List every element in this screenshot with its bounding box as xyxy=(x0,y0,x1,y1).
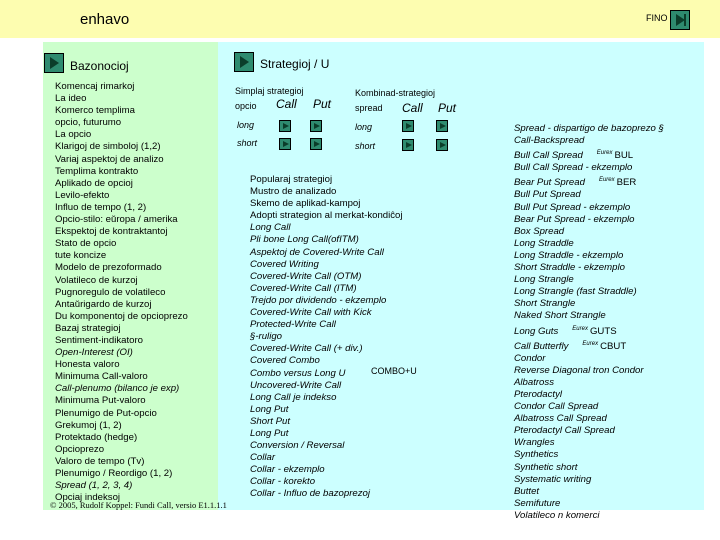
end-bar-icon xyxy=(684,14,686,26)
long-put-spread-button[interactable] xyxy=(436,120,448,132)
list-item[interactable]: Synthetic short xyxy=(514,461,578,473)
list-item[interactable]: Condor xyxy=(514,352,546,364)
list-item[interactable]: Spread - dispartigo de bazoprezo § xyxy=(514,123,664,134)
eurex-code: BUL xyxy=(614,150,634,162)
list-item[interactable]: Grekumoj (1, 2) xyxy=(55,419,122,431)
combined-strategies-header: Kombinad-strategioj xyxy=(355,88,436,98)
list-item[interactable]: Long Call je indekso xyxy=(250,391,337,403)
long-put-button[interactable] xyxy=(310,120,322,132)
list-item[interactable]: Bear Put Spread - ekzemplo xyxy=(514,213,635,225)
list-item[interactable]: Opcio-stilo: eŭropa / amerika xyxy=(55,214,178,226)
list-item[interactable]: Combo versus Long U xyxy=(250,367,346,379)
list-item[interactable]: Opciaj indeksoj xyxy=(55,492,121,504)
play-icon xyxy=(406,142,412,148)
app-title: enhavo xyxy=(80,11,130,28)
list-item[interactable]: Albatross xyxy=(514,376,554,388)
list-item[interactable]: Modelo de prezoformado xyxy=(55,262,162,274)
list-item[interactable]: Valoro de tempo (Tv) xyxy=(55,455,145,467)
list-item[interactable]: Short Put xyxy=(250,415,290,427)
list-item[interactable]: Wrangles xyxy=(514,437,555,449)
list-item[interactable]: Bull Put Spread - ekzemplo xyxy=(514,201,631,213)
list-item[interactable]: Popularaj strategioj xyxy=(250,174,333,185)
list-item[interactable]: Minimuma Put-valoro xyxy=(55,395,146,407)
list-item[interactable]: Long Put xyxy=(250,427,289,439)
list-item[interactable]: Box Spread xyxy=(514,225,565,237)
list-item[interactable]: Pli bone Long Call(ofITM) xyxy=(250,234,359,246)
play-icon xyxy=(50,57,59,69)
play-icon xyxy=(440,123,446,129)
list-item[interactable]: Aspektoj de Covered-Write Call xyxy=(250,246,384,258)
list-item[interactable]: Covered Combo xyxy=(250,355,320,367)
list-item[interactable]: Influo de tempo (1, 2) xyxy=(55,201,147,213)
list-item[interactable]: Long Straddle xyxy=(514,237,574,249)
list-item[interactable]: Bull Put Spread xyxy=(514,189,581,201)
list-item[interactable]: Sentiment-indikatoro xyxy=(55,334,143,346)
list-item[interactable]: Aplikado de opcioj xyxy=(55,177,133,189)
long-call-spread-button[interactable] xyxy=(402,120,414,132)
play-icon xyxy=(440,142,446,148)
basics-nav-button[interactable] xyxy=(44,53,64,73)
list-item[interactable]: Collar xyxy=(250,452,276,464)
list-item[interactable]: Collar - korekto xyxy=(250,476,316,488)
list-item[interactable]: Protected-Write Call xyxy=(250,319,336,331)
go-to-end-button[interactable] xyxy=(670,10,690,30)
list-item[interactable]: Adopti strategion al merkat-kondiĉoj xyxy=(250,210,403,222)
short-call-button[interactable] xyxy=(279,138,291,150)
list-item[interactable]: Collar - ekzemplo xyxy=(250,464,325,476)
eurex-code: CBUT xyxy=(600,340,627,352)
eurex-code: GUTS xyxy=(589,325,617,337)
list-item[interactable]: Semifuture xyxy=(514,497,561,509)
short-put-spread-button[interactable] xyxy=(436,139,448,151)
list-item[interactable]: Antaŭrigardo de kurzoj xyxy=(55,298,152,310)
strategies-title: Strategioj / U xyxy=(260,57,330,71)
play-icon xyxy=(314,141,320,147)
basics-list xyxy=(55,81,188,504)
short-put-button[interactable] xyxy=(310,138,322,150)
list-item[interactable]: Covered-Write Call with Kick xyxy=(250,307,372,319)
list-item[interactable]: Long Guts $^{Eurex}$ GUTS xyxy=(514,325,617,337)
list-item[interactable]: Pterodactyl Call Spread xyxy=(514,425,615,437)
list-item[interactable]: Conversion / Reversal xyxy=(250,440,345,452)
list-item[interactable]: tute koncize xyxy=(55,250,107,262)
list-item[interactable]: Ekspektoj de kontraktantoj xyxy=(55,226,168,238)
play-icon xyxy=(283,123,289,129)
list-item[interactable]: Volatileco n komerci xyxy=(514,509,600,521)
list-item[interactable]: Volatileco de kurzoj xyxy=(55,274,138,286)
combined-put-header: Put xyxy=(438,101,457,115)
list-item[interactable]: Buttet xyxy=(514,485,540,497)
list-item[interactable]: opcio, futurumo xyxy=(55,117,122,129)
list-item[interactable]: Short Strangle xyxy=(514,298,576,310)
list-item[interactable]: Komerco templima xyxy=(55,105,135,117)
eurex-tag: Eurex xyxy=(582,340,599,347)
list-item[interactable]: Komencaj rimarkoj xyxy=(55,81,135,92)
simple-short-label: short xyxy=(237,138,258,148)
eurex-code: BER xyxy=(616,177,637,189)
list-item[interactable]: Short Straddle - ekzemplo xyxy=(514,262,625,274)
simple-strategies-header: Simplaj strategioj xyxy=(235,86,304,96)
copyright-note: © 2005, Rudolf Koppel: Fundi Call, versio E1.1.1.1 xyxy=(50,500,227,510)
list-item[interactable]: Klarigoj de simboloj (1,2) xyxy=(55,141,161,153)
spread-label: spread xyxy=(355,103,383,113)
list-item[interactable]: Open-Interest (OI) xyxy=(55,347,133,359)
list-item[interactable]: Pterodactyl xyxy=(514,388,562,400)
list-item[interactable]: Naked Short Strangle xyxy=(514,310,606,322)
list-item[interactable]: Plenumigo de Put-opcio xyxy=(55,407,157,419)
list-item[interactable]: Templima kontrakto xyxy=(55,165,139,177)
combined-call-header: Call xyxy=(402,101,423,115)
list-item[interactable]: Call Butterfly $^{Eurex}$ CBUT xyxy=(514,340,627,352)
list-item[interactable]: Du komponentoj de opcioprezo xyxy=(55,310,188,322)
list-item[interactable]: Trejdo por dividendo - ekzemplo xyxy=(250,294,387,306)
eurex-tag: Eurex xyxy=(572,325,588,332)
list-item[interactable]: Levilo-efekto xyxy=(55,189,110,201)
simple-long-label: long xyxy=(237,120,255,130)
combined-short-label: short xyxy=(355,141,376,151)
list-item[interactable]: Spread (1, 2, 3, 4) xyxy=(55,480,133,492)
list-item[interactable]: Covered-Write Call (+ div.) xyxy=(250,343,363,355)
strategies-nav-button[interactable] xyxy=(234,52,254,72)
eurex-tag: Eurex xyxy=(598,177,615,184)
list-item[interactable]: Call-plenumo (bilanco je exp) xyxy=(55,383,180,395)
list-item[interactable]: Reverse Diagonal tron Condor xyxy=(514,364,644,376)
list-item[interactable]: Skemo de aplikad-kampoj xyxy=(250,198,361,210)
list-item[interactable]: Covered-Write Call (OTM) xyxy=(250,270,362,282)
list-item[interactable]: Long Call xyxy=(250,222,291,234)
list-item[interactable]: Uncovered-Write Call xyxy=(250,379,342,391)
combo-u-label: COMBO+U xyxy=(371,366,417,376)
eurex-tag: Eurex xyxy=(596,150,613,157)
list-item[interactable]: Mustro de analizado xyxy=(250,186,337,198)
simple-call-header: Call xyxy=(276,97,297,111)
list-item[interactable]: Long Straddle - ekzemplo xyxy=(514,249,624,261)
simple-put-header: Put xyxy=(313,97,332,111)
list-item[interactable]: Systematic writing xyxy=(514,473,592,485)
list-item[interactable]: Long Strangle xyxy=(514,274,574,286)
list-item[interactable]: Variaj aspektoj de analizo xyxy=(55,153,164,165)
list-item[interactable]: La ideo xyxy=(55,93,87,105)
list-item[interactable]: Stato de opcio xyxy=(55,238,117,250)
list-item[interactable]: Pugnoregulo de volatileco xyxy=(55,286,166,298)
play-icon xyxy=(314,123,320,129)
spread-strategy-list xyxy=(514,123,664,522)
list-item[interactable]: §-ruligo xyxy=(250,331,282,343)
play-icon xyxy=(283,141,289,147)
short-call-spread-button[interactable] xyxy=(402,139,414,151)
list-item[interactable]: Bull Call Spread - ekzemplo xyxy=(514,162,633,174)
list-item[interactable]: Honesta valoro xyxy=(55,359,120,371)
list-item[interactable]: Call-Backspread xyxy=(514,135,585,147)
list-item[interactable]: Synthetics xyxy=(514,449,559,461)
list-item[interactable]: Condor Call Spread xyxy=(514,401,599,413)
list-item[interactable]: Bear Put Spread $^{Eurex}$ BER xyxy=(514,177,637,189)
list-item[interactable]: Minimuma Call-valoro xyxy=(55,371,148,383)
long-call-button[interactable] xyxy=(279,120,291,132)
basics-title: Bazonocioj xyxy=(70,59,129,73)
list-item[interactable]: Bazaj strategioj xyxy=(55,322,121,334)
list-item[interactable]: Plenumigo / Reordigo (1, 2) xyxy=(55,468,173,479)
list-item[interactable]: Covered-Write Call (ITM) xyxy=(250,282,357,294)
list-item[interactable]: La opcio xyxy=(55,129,92,141)
play-icon xyxy=(240,56,249,68)
list-item[interactable]: Bull Call Spread $^{Eurex}$ BUL xyxy=(514,150,634,162)
list-item[interactable]: Opcioprezo xyxy=(55,443,105,455)
fino-label: FINO xyxy=(646,13,668,23)
list-item[interactable]: Protektado (hedge) xyxy=(55,431,138,443)
combined-long-label: long xyxy=(355,122,373,132)
list-item[interactable]: Long Strangle (fast Straddle) xyxy=(514,286,637,298)
list-item[interactable]: Albatross Call Spread xyxy=(514,413,607,425)
opcio-label: opcio xyxy=(235,101,257,111)
strategy-list xyxy=(250,174,403,501)
list-item[interactable]: Long Put xyxy=(250,403,289,415)
list-item[interactable]: Covered Writing xyxy=(250,258,319,270)
list-item[interactable]: Collar - Influo de bazoprezoj xyxy=(250,488,370,500)
play-icon xyxy=(406,123,412,129)
